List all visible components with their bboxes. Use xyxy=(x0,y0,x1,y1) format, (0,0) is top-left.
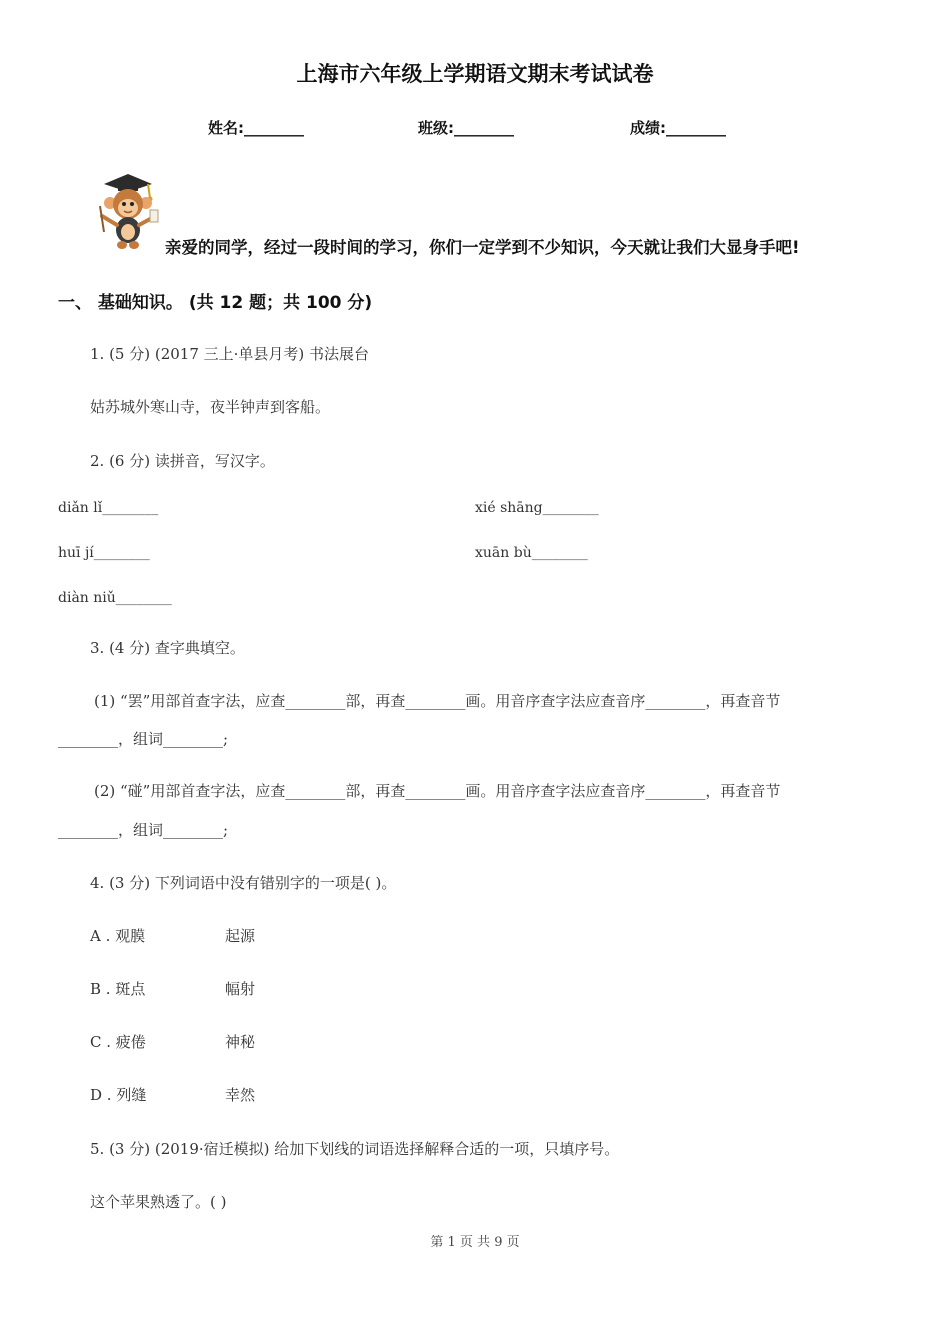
page-footer: 第 1 页 共 9 页 xyxy=(430,1235,520,1250)
mascot-icon xyxy=(90,170,162,252)
score-field: 成绩:________ xyxy=(630,119,726,137)
question-3-line: (1) “罢”用部首查字法，应查________部，再查________画。用音序查字法应查音序________，再查音节 xyxy=(94,692,781,710)
pinyin-item: diàn niǔ________ xyxy=(58,590,172,606)
question-5-text: 这个苹果熟透了。( ) xyxy=(90,1193,227,1211)
question-3-line: ________，组词________; xyxy=(58,821,229,839)
question-1-text: 姑苏城外寒山寺，夜半钟声到客船。 xyxy=(90,398,331,416)
greeting-text: 亲爱的同学，经过一段时间的学习，你们一定学到不少知识，今天就让我们大显身手吧! xyxy=(165,238,800,257)
question-3-line: ________，组词________; xyxy=(58,730,229,748)
question-2-heading: 2. (6 分) 读拼音，写汉字。 xyxy=(90,452,275,470)
question-5-heading: 5. (3 分) (2019·宿迁模拟) 给加下划线的词语选择解释合适的一项，只填序号。 xyxy=(90,1140,620,1158)
option-d: D . 列缝 xyxy=(90,1086,147,1104)
option-a: A . 观膜 xyxy=(90,927,146,945)
question-4-heading: 4. (3 分) 下列词语中没有错别字的一项是( )。 xyxy=(90,874,397,892)
pinyin-item: xié shāng________ xyxy=(475,500,599,516)
option-c-word: 神秘 xyxy=(225,1033,256,1051)
option-d-word: 幸然 xyxy=(225,1086,256,1104)
name-field: 姓名:________ xyxy=(208,119,304,137)
option-a-word: 起源 xyxy=(225,927,256,945)
question-3-heading: 3. (4 分) 查字典填空。 xyxy=(90,639,245,657)
pinyin-item: xuān bù________ xyxy=(475,545,588,561)
option-c: C . 疲倦 xyxy=(90,1033,146,1051)
section-heading: 一、 基础知识。 (共 12 题；共 100 分) xyxy=(58,293,373,313)
option-b: B . 斑点 xyxy=(90,980,146,998)
page-title: 上海市六年级上学期语文期末考试试卷 xyxy=(296,62,654,86)
option-b-word: 幅射 xyxy=(225,980,256,998)
pinyin-item: diǎn lǐ________ xyxy=(58,500,159,516)
pinyin-item: huī jí________ xyxy=(58,545,150,561)
question-1-heading: 1. (5 分) (2017 三上·单县月考) 书法展台 xyxy=(90,345,370,363)
class-field: 班级:________ xyxy=(418,119,514,137)
question-3-line: (2) “碰”用部首查字法，应查________部，再查________画。用音序查字法应查音序________，再查音节 xyxy=(94,782,781,800)
